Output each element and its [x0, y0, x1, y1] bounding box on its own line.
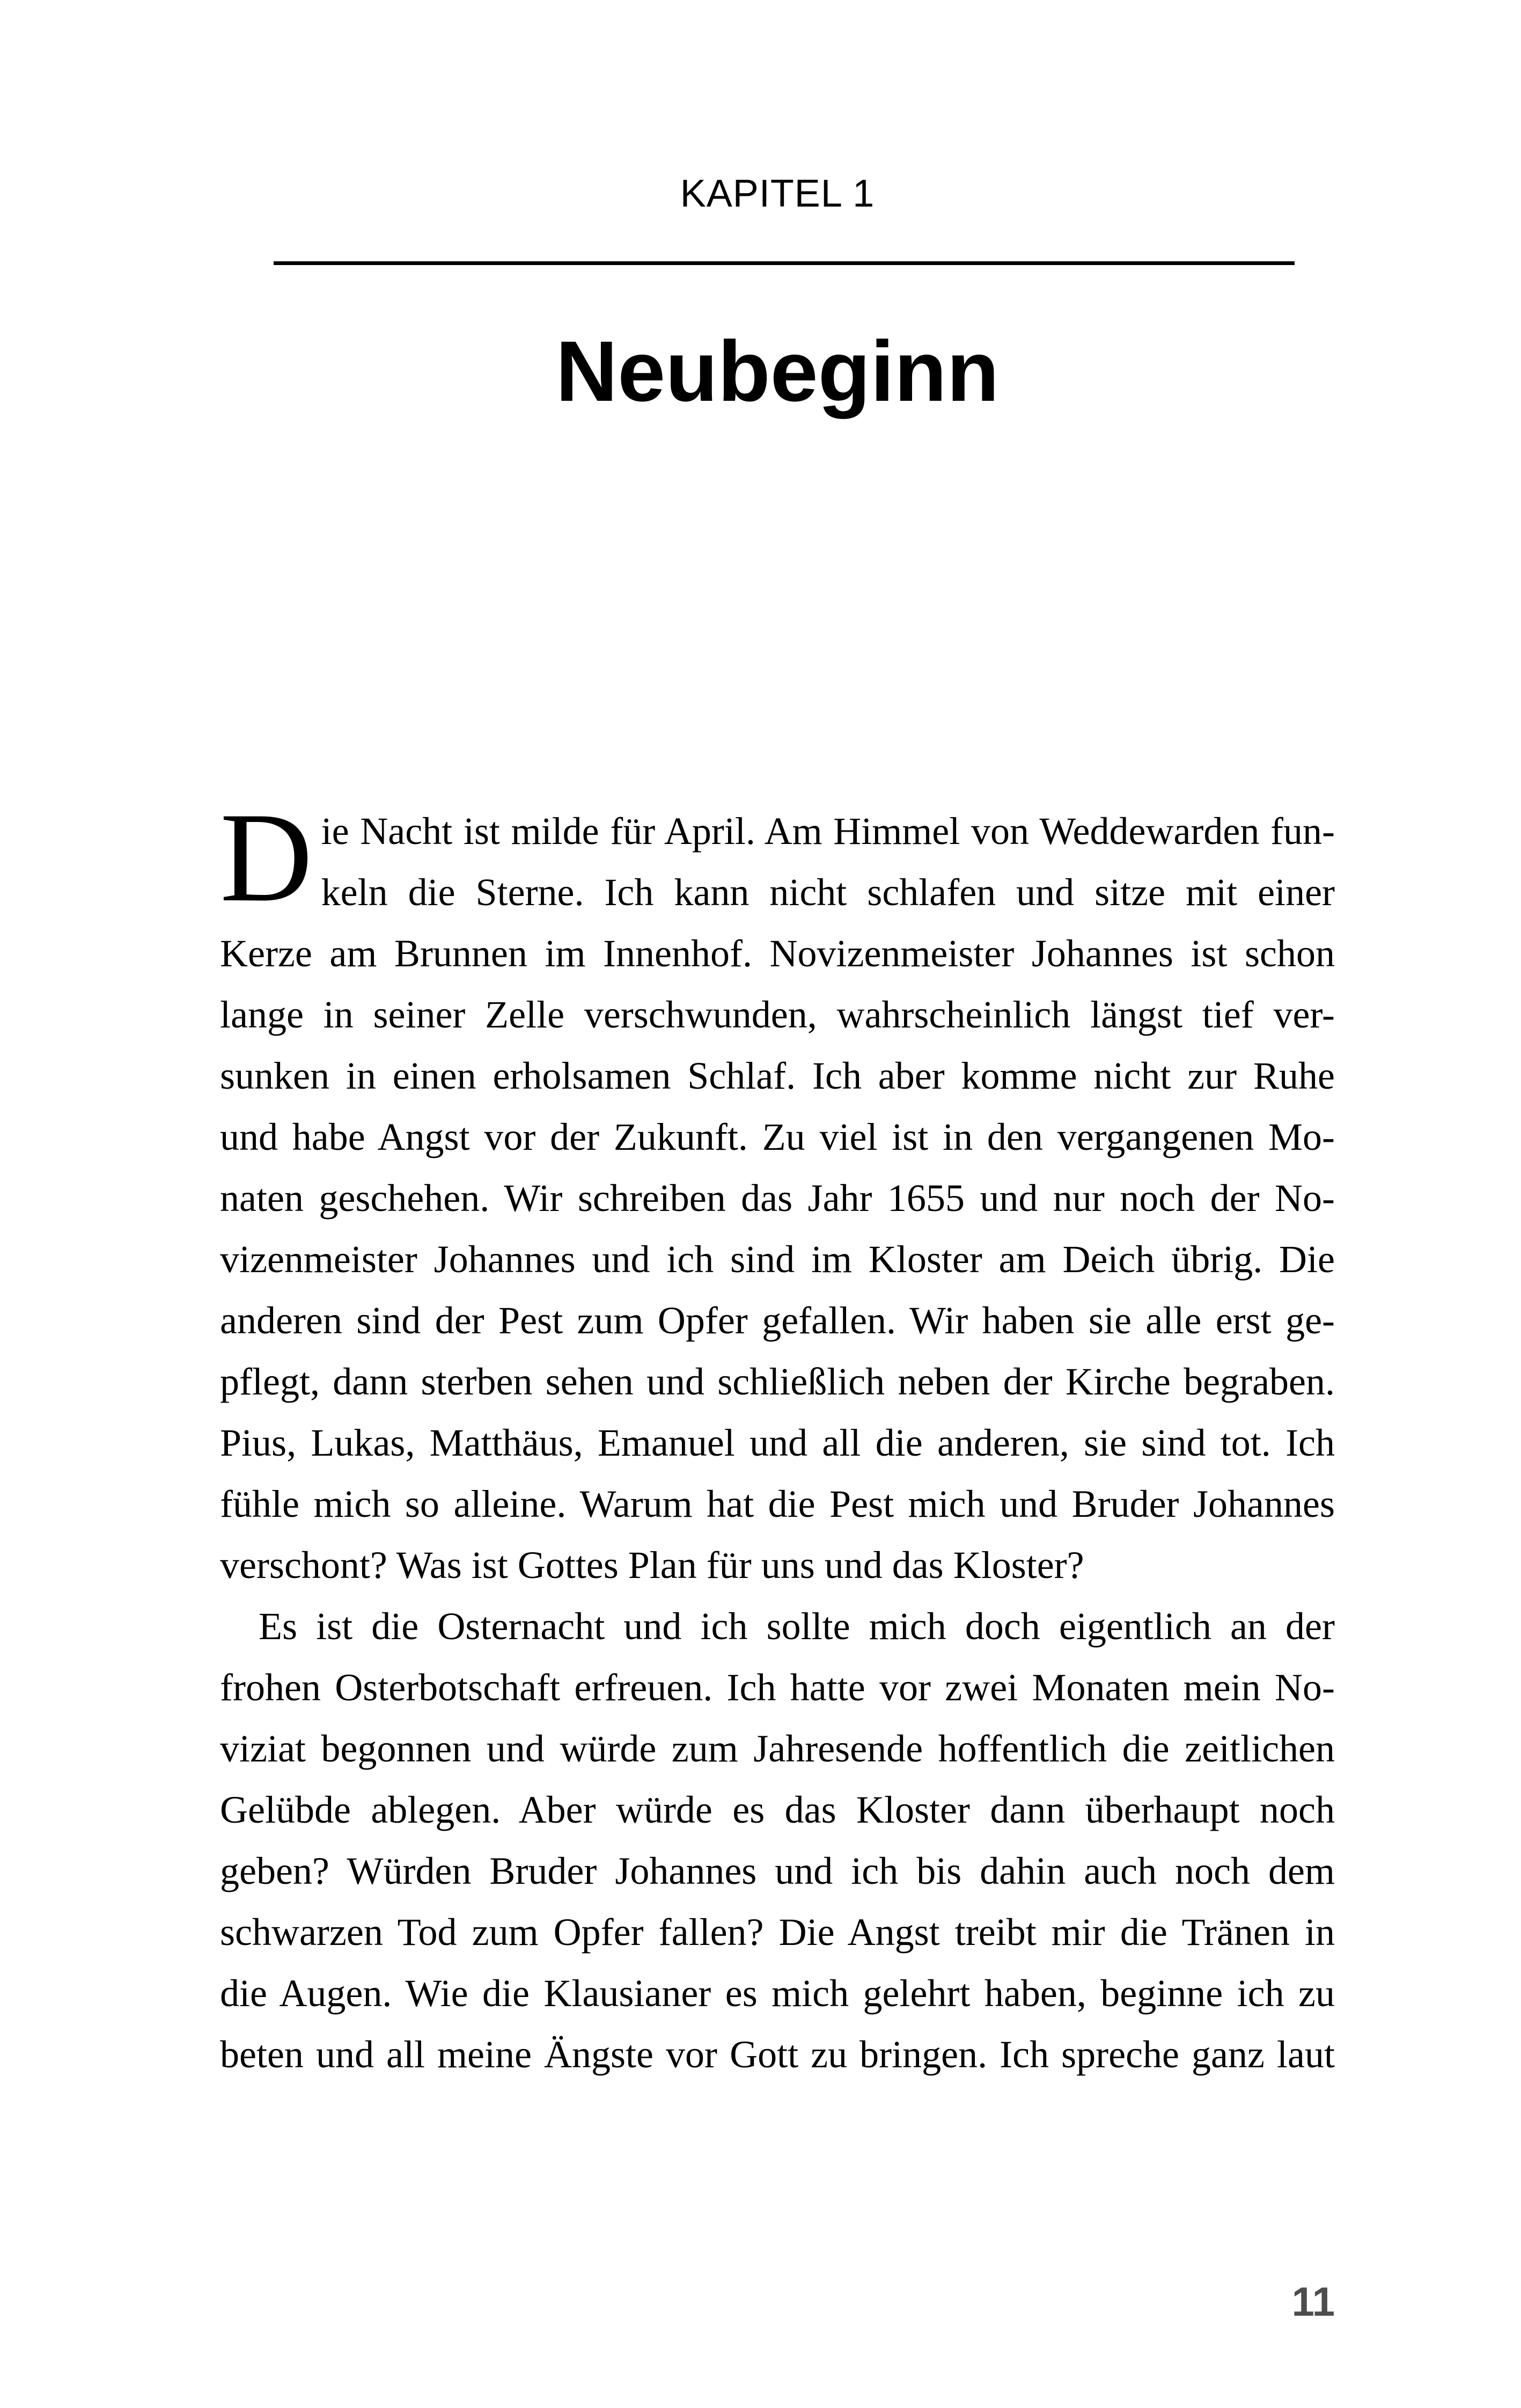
text-line: ie Nacht ist milde für April. Am Himmel von Weddewarden fun-	[321, 810, 1335, 853]
text-line: die Augen. Wie die Klausianer es mich gelehrt haben, beginne ich zu	[220, 1972, 1335, 2015]
text-line: keln die Sterne. Ich kann nicht schlafen und sitze mit einer	[321, 871, 1335, 914]
text-line: und habe Angst vor der Zukunft. Zu viel ist in den vergangenen Mo-	[220, 1115, 1335, 1158]
text-line: vizenmeister Johannes und ich sind im Kloster am Deich übrig. Die	[220, 1238, 1335, 1281]
text-line: Pius, Lukas, Matthäus, Emanuel und all die anderen, sie sind tot. Ich	[220, 1421, 1335, 1464]
text-line: Kerze am Brunnen im Innenhof. Novizenmeister Johannes ist schon	[220, 932, 1335, 975]
text-line: lange in seiner Zelle verschwunden, wahrscheinlich längst tief ver-	[220, 993, 1335, 1036]
paragraph-2	[220, 1596, 1335, 2085]
text-line: verschont? Was ist Gottes Plan für uns und das Kloster?	[220, 1544, 1084, 1587]
chapter-rule	[274, 261, 1295, 265]
text-line: pflegt, dann sterben sehen und schließlich neben der Kirche begraben.	[220, 1360, 1335, 1403]
chapter-title: Neubeginn	[555, 323, 1000, 419]
drop-cap: D	[220, 786, 313, 928]
text-line: naten geschehen. Wir schreiben das Jahr 1655 und nur noch der No-	[220, 1177, 1335, 1220]
text-line: beten und all meine Ängste vor Gott zu bringen. Ich spreche ganz laut	[220, 2033, 1335, 2076]
text-line: viziat begonnen und würde zum Jahresende hoffentlich die zeitlichen	[220, 1727, 1335, 1770]
text-line: fühle mich so alleine. Warum hat die Pest mich und Bruder Johannes	[220, 1482, 1335, 1525]
body-text	[220, 786, 1335, 2085]
paragraph-1	[220, 786, 1335, 1596]
page-number: 11	[1291, 2279, 1335, 2325]
text-line: geben? Würden Bruder Johannes und ich bis dahin auch noch dem	[220, 1849, 1335, 1892]
text-line: anderen sind der Pest zum Opfer gefallen. Wir haben sie alle erst ge-	[220, 1299, 1335, 1342]
chapter-kicker: KAPITEL 1	[680, 172, 875, 215]
text-line: sunken in einen erholsamen Schlaf. Ich aber komme nicht zur Ruhe	[220, 1054, 1335, 1097]
text-line: frohen Osterbotschaft erfreuen. Ich hatte vor zwei Monaten mein No-	[220, 1666, 1335, 1709]
text-line: schwarzen Tod zum Opfer fallen? Die Angst treibt mir die Tränen in	[220, 1911, 1335, 1954]
text-line: Gelübde ablegen. Aber würde es das Kloster dann überhaupt noch	[220, 1788, 1335, 1831]
text-line: Es ist die Osternacht und ich sollte mich doch eigentlich an der	[259, 1605, 1335, 1648]
